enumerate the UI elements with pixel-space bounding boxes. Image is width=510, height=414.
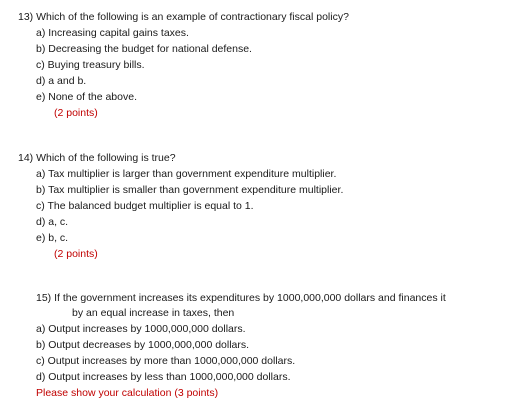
- question-15-points: Please show your calculation (3 points): [36, 387, 219, 399]
- question-14-option-b: b) Tax multiplier is smaller than government expenditure multiplier.: [36, 184, 344, 196]
- question-15-option-d: d) Output increases by less than 1000,000,000 dollars.: [36, 371, 291, 383]
- question-15-option-c: c) Output increases by more than 1000,000,000 dollars.: [36, 355, 296, 367]
- question-15-option-b: b) Output decreases by 1000,000,000 dollars.: [36, 339, 250, 351]
- question-15-stem: 15) If the government increases its expenditures by 1000,000,000 dollars and finances it: [36, 292, 446, 304]
- question-14-stem: 14) Which of the following is true?: [18, 152, 176, 164]
- question-13-option-c: c) Buying treasury bills.: [36, 59, 145, 71]
- question-13-points: (2 points): [54, 107, 98, 119]
- question-14-option-e: e) b, c.: [36, 232, 69, 244]
- question-15-stem-continuation: by an equal increase in taxes, then: [72, 307, 235, 319]
- question-14-option-c: c) The balanced budget multiplier is equal to 1.: [36, 200, 254, 212]
- question-13-option-d: d) a and b.: [36, 75, 87, 87]
- question-13-stem: 13) Which of the following is an example of contractionary fiscal policy?: [18, 11, 349, 23]
- question-14-points: (2 points): [54, 248, 98, 260]
- question-14-option-a: a) Tax multiplier is larger than government expenditure multiplier.: [36, 168, 337, 180]
- question-14-option-d: d) a, c.: [36, 216, 69, 228]
- question-13-option-a: a) Increasing capital gains taxes.: [36, 27, 189, 39]
- question-13-option-b: b) Decreasing the budget for national defense.: [36, 43, 252, 55]
- question-15-option-a: a) Output increases by 1000,000,000 dollars.: [36, 323, 246, 335]
- question-13-option-e: e) None of the above.: [36, 91, 137, 103]
